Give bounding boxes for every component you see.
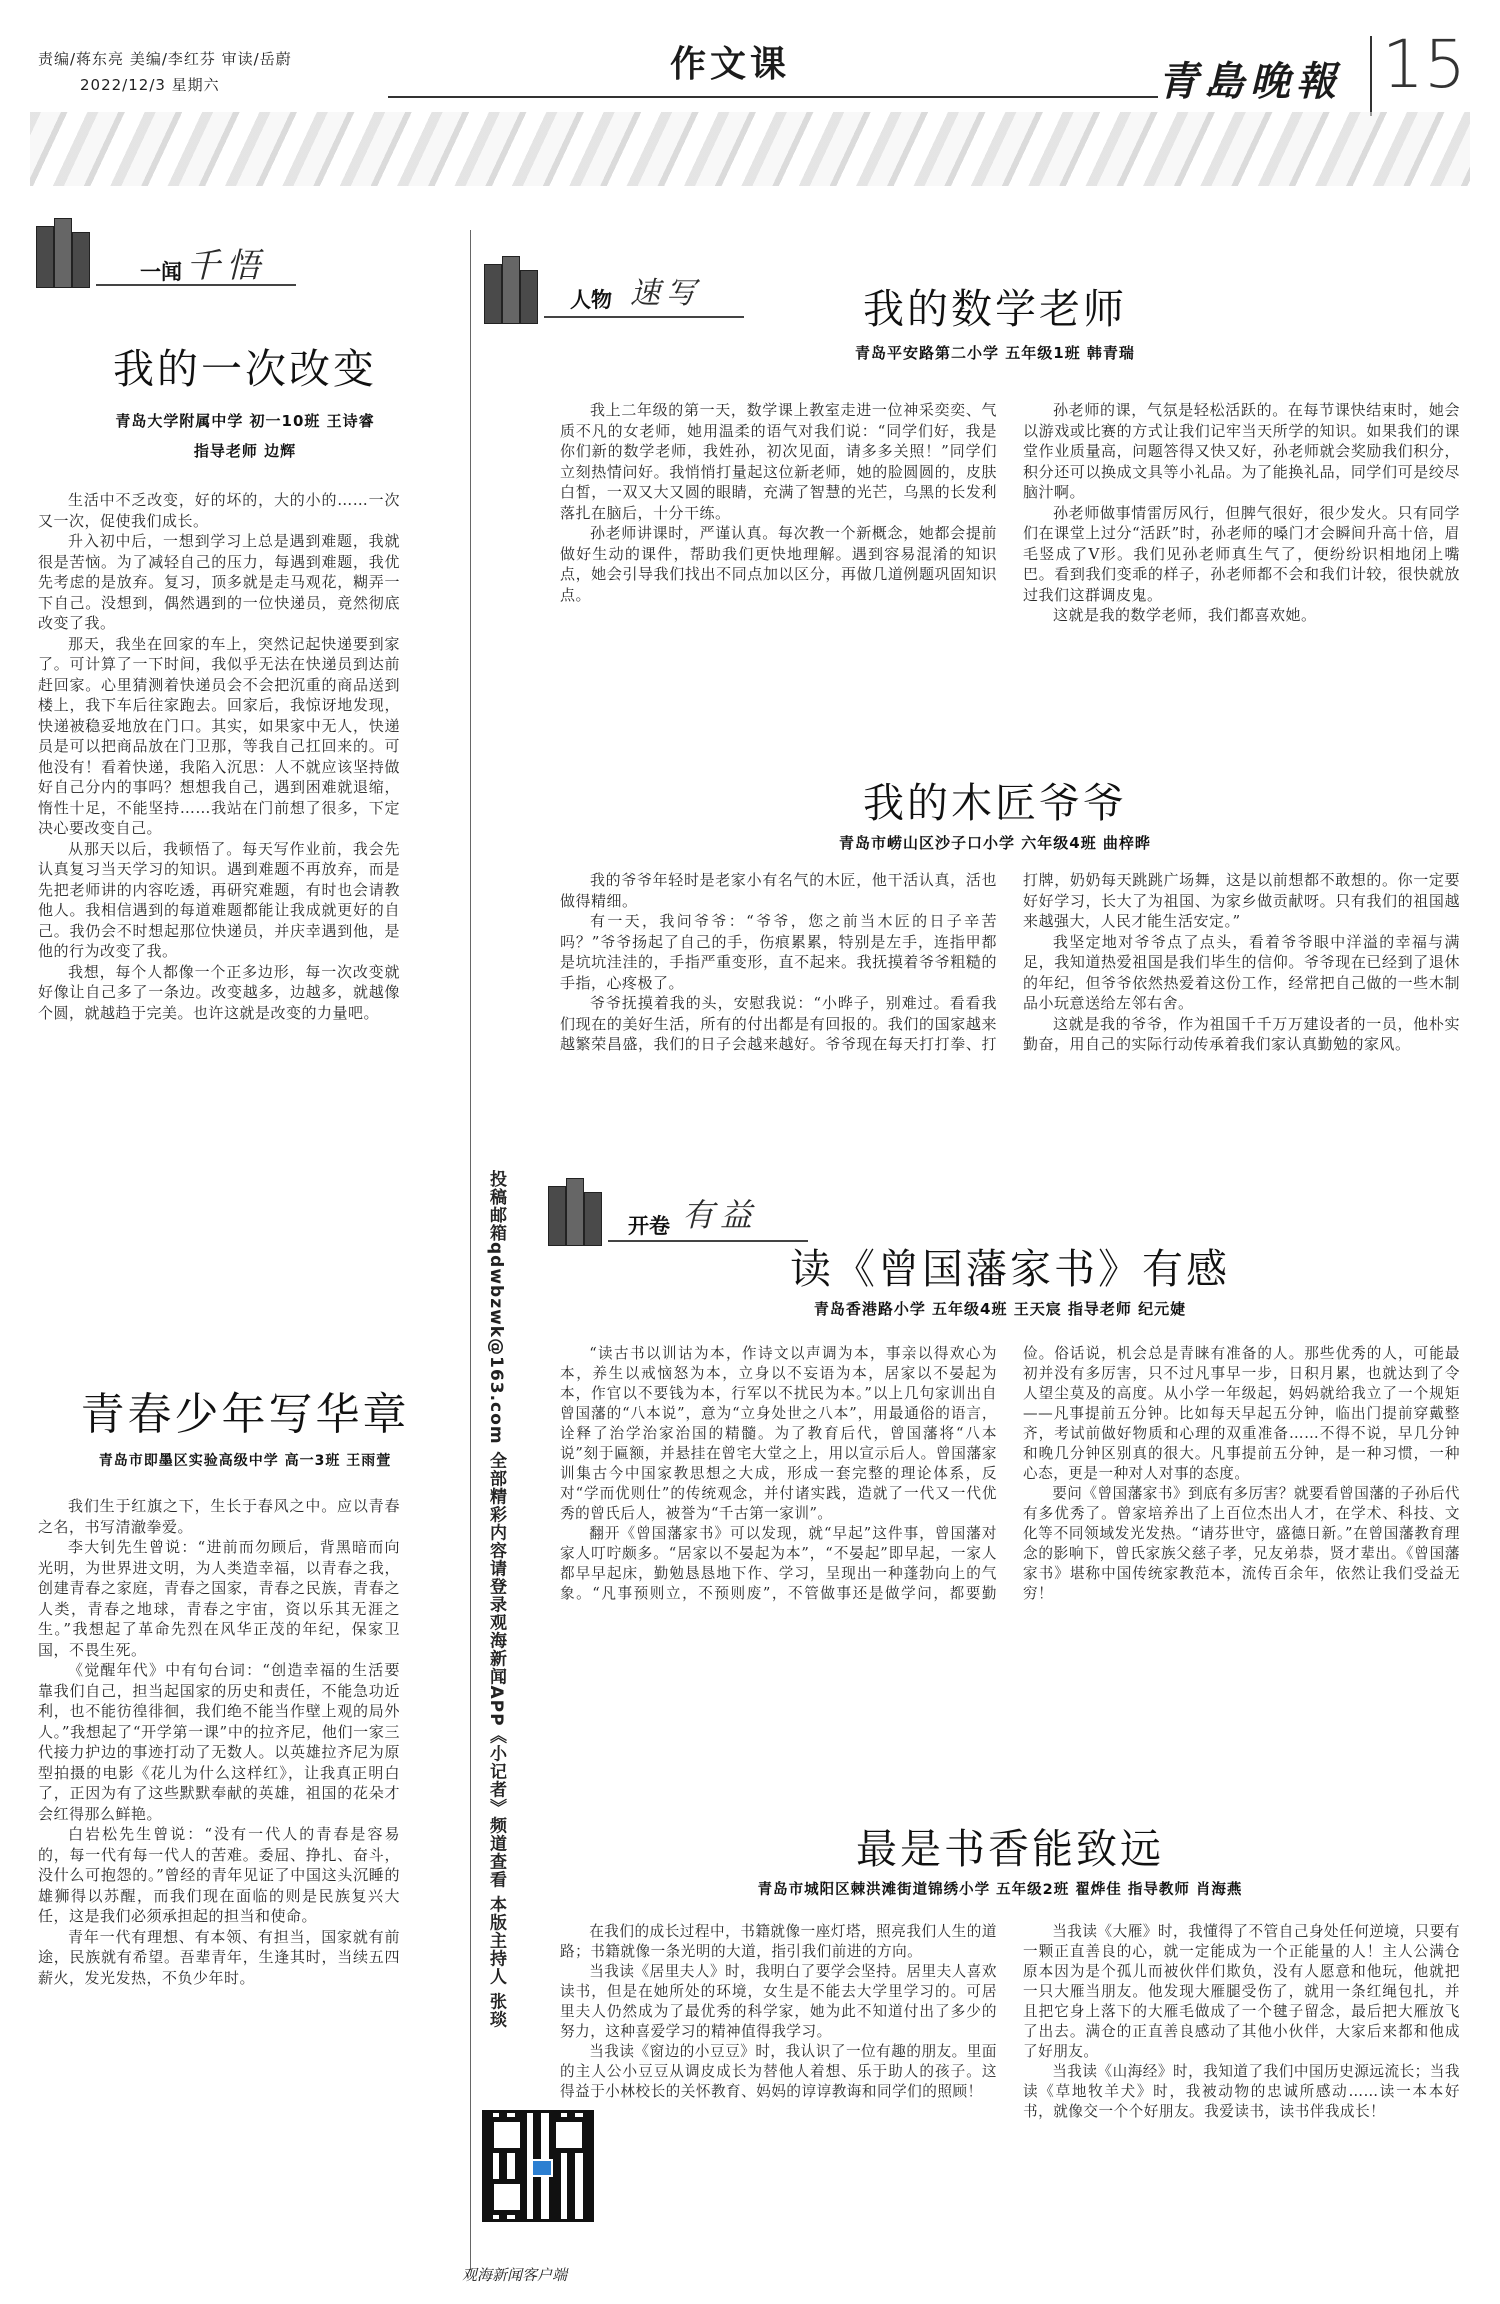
article-byline-youth: 青岛市即墨区实验高级中学 高一3班 王雨萱: [98, 1453, 392, 1469]
article-body-carpenter: [560, 870, 1460, 1190]
paragraph: 李大钊先生曾说：“进前而勿顾后，背黑暗而向光明，为世界进文明，为人类造幸福，以青春之我，创建青春之家庭，青春之国家，青春之民族，青春之人类，青春之地球，青春之宇宙，资以乐其无涯之生。”我想起了革命先烈在风华正茂的年纪，保家卫国，不畏生死。: [38, 1538, 400, 1659]
header-credits: 责编/蒋东亮 美编/李红芬 审读/岳蔚: [38, 50, 292, 68]
paragraph: 我想，每个人都像一个正多边形，每一次改变就好像让自己多了一条边。改变越多，边越多，就越像个圆，就越趋于完美。也许这就是改变的力量吧。: [38, 962, 400, 1022]
header-date: 2022/12/3 星期六: [80, 76, 220, 94]
paragraph: 我的爷爷年轻时是老家小有名气的木匠，他干活认真，活也做得精细。: [560, 871, 997, 910]
paragraph: 生活中不乏改变，好的坏的，大的小的……一次又一次，促使我们成长。: [38, 491, 400, 530]
book-icon: [502, 256, 520, 324]
header-rule: [388, 96, 1158, 98]
article-body-books: [560, 1922, 1460, 2282]
label-script: 速写: [630, 276, 702, 311]
paragraph: 要问《曾国藩家书》到底有多厉害？就要看曾国藩的子孙后代有多优秀了。曾家培养出了上百位杰出人才，在学术、科技、文化等不同领域发光发热。“请芬世守，盛德日新。”在曾国藩教育理念的影响下，曾氏家族父慈子孝，兄友弟恭，贤才辈出。《曾国藩家书》堪称中国传统家教范本，流传百余年，依然让我们受益无穷！: [1023, 1485, 1460, 1602]
article-byline-change: 青岛大学附属中学 初一10班 王诗睿: [115, 412, 375, 430]
article-title-change: 我的一次改变: [113, 345, 377, 393]
paragraph: 升入初中后，一想到学习上总是遇到难题，我就很是苦恼。为了减轻自己的压力，每遇到难题，我优先考虑的是放弃。复习，顶多就是走马观花，糊弄一下自己。没想到，偶然遇到的一位快递员，竟然彻底改变了我。: [38, 532, 400, 632]
paragraph: 我坚定地对爷爷点了点头，看着爷爷眼中洋溢的幸福与满足，我知道热爱祖国是我们毕生的信仰。爷爷现在已经到了退休的年纪，但爷爷依然热爱着这份工作，经常把自己做的一些木制品小玩意送给左邻右舍。: [1023, 932, 1460, 1012]
app-caption: 观海新闻客户端: [462, 2266, 568, 2284]
column-label-renwu: [484, 254, 744, 324]
paragraph: 爷爷抚摸着我的头，安慰我说：“小晔子，别难过。看看我们现在的美好生活，所有的付出都是有回报的。我们的国家越来越繁荣昌盛，我们的日子会越来越好。爷爷现在每天打打拳、打打牌，奶奶每天跳跳广场舞，这是以前想都不敢想的。你一定要好好学习，长大了为祖国、为家乡做贡献呀。只有我们的祖国越来越强大，人民才能生活安定。”: [560, 871, 1460, 1053]
paragraph: “读古书以训诂为本，作诗文以声调为本，事亲以得欢心为本，养生以戒恼怒为本，立身以不妄语为本，居家以不晏起为本，作官以不要钱为本，行军以不扰民为本。”以上几句家训出自曾国藩的“八本说”，意为“立身处世之八本”，用最通俗的语言，诠释了治学治家治国的精髓。为了教育后代，曾国藩将“八本说”刻于匾额，并悬挂在曾宅大堂之上，用以宣示后人。曾国藩家训集古今中国家教思想之大成，形成一套完整的理论体系，反对“学而优则仕”的传统观念，并付诸实践，造就了一代又一代优秀的曾氏后人，被誉为“千古第一家训”。: [560, 1345, 997, 1522]
paragraph: 当我读《大雁》时，我懂得了不管自己身处任何逆境，只要有一颗正直善良的心，就一定能成为一个正能量的人！主人公满仓原本因为是个孤儿而被伙伴们欺负，没有人愿意和他玩，他就把一只大雁当朋友。他发现大雁腿受伤了，就用一条红绳包扎，并且把它身上落下的大雁毛做成了一个毽子留念，最后把大雁放飞了出去。满仓的正直善良感动了其他小伙伴，大家后来都和他成了好朋友。: [1023, 1923, 1460, 2060]
qr-finder: [489, 2179, 525, 2215]
book-icon: [584, 1192, 602, 1246]
paragraph: 翻开《曾国藩家书》可以发现，就“早起”这件事，曾国藩对家人叮咛颇多。“居家以不晏起为本”，“不晏起”即早起，一家人都早早起床，勤勉恳恳地下作、学习，呈现出一种蓬勃向上的气象。“凡事预则立，不预则废”，不管做事还是做学问，都要勤俭。俗话说，机会总是青睐有准备的人。那些优秀的人，可能最初并没有多厉害，只不过凡事早一步，日积月累，也就达到了令人望尘莫及的高度。从小学一年级起，妈妈就给我立了一个规矩——凡事提前五分钟。比如每天早起五分钟，临出门提前穿戴整齐，考试前做好物质和心理的双重准备……不得不说，早几分钟和晚几分钟区别真的很大。凡事提前五分钟，是一种习惯，一种心态，更是一种对人对事的态度。: [560, 1345, 1460, 1602]
article-byline-math: 青岛平安路第二小学 五年级1班 韩青瑞: [855, 344, 1135, 362]
article-teacher-change: 指导老师 边辉: [193, 442, 297, 460]
label-underline: [96, 284, 296, 286]
book-icon: [36, 226, 54, 288]
article-body-youth: [38, 1496, 400, 1988]
submission-note: 投稿邮箱qdwbzwk@163.com 全部精彩内容请登录观海新闻APP《小记者》频道查看 本版主持人 张琰: [486, 1170, 506, 2029]
label-lead: 人物: [570, 288, 612, 312]
column-label-kaijuan: [548, 1176, 808, 1246]
label-script: 有益: [682, 1196, 759, 1234]
paragraph: 有一天，我问爷爷：“爷爷，您之前当木匠的日子辛苦吗？”爷爷扬起了自己的手，伤痕累累，特别是左手，连指甲都是坑坑洼洼的，手指严重变形，直不起来。我抚摸着爷爷粗糙的手指，心疼极了。: [560, 912, 997, 992]
article-title-carpenter: 我的木匠爷爷: [863, 779, 1127, 827]
paragraph: 我上二年级的第一天，数学课上教室走进一位神采奕奕、气质不凡的女老师，她用温柔的语气对我们说：“同学们好，我是你们新的数学老师，我姓孙，初次见面，请多多关照！”同学们立刻热情问好。我悄悄打量起这位新老师，她的脸圆圆的，皮肤白皙，一双又大又圆的眼睛，充满了智慧的光芒，乌黑的长发利落扎在脑后，十分干练。: [560, 401, 997, 522]
label-underline: [544, 316, 744, 318]
label-lead: 一闻: [140, 260, 182, 284]
article-title-books: 最是书香能致远: [856, 1825, 1164, 1873]
decorative-band: [30, 112, 1470, 186]
article-title-zeng: 读《曾国藩家书》有感: [790, 1245, 1230, 1293]
paper-masthead: 青島晚報: [1158, 58, 1342, 105]
article-title-math: 我的数学老师: [863, 285, 1127, 333]
article-body-zeng: [560, 1344, 1460, 1784]
paragraph: 这就是我的数学老师，我们都喜欢她。: [1053, 606, 1317, 624]
qr-finder: [489, 2117, 525, 2153]
paragraph: 青年一代有理想、有本领、有担当，国家就有前途，民族就有希望。吾辈青年，生逢其时，当续五四薪火，发光发热，不负少年时。: [38, 1927, 400, 1987]
paragraph: 在我们的成长过程中，书籍就像一座灯塔，照亮我们人生的道路；书籍就像一条光明的大道，指引我们前进的方向。: [560, 1923, 997, 1960]
paragraph: 白岩松先生曾说：“没有一代人的青春是容易的，每一代有每一代人的苦难。委屈、挣扎、奋斗，没什么可抱怨的。”曾经的青年见证了中国这头沉睡的雄狮得以苏醒，而我们现在面临的则是民族复兴大任，这是我们必须承担起的担当和使命。: [38, 1825, 400, 1925]
app-logo-icon: [531, 2159, 553, 2177]
paragraph: 当我读《窗边的小豆豆》时，我认识了一位有趣的朋友。里面的主人公小豆豆从调皮成长为替他人着想、乐于助人的孩子。这得益于小林校长的关怀教育、妈妈的谆谆教诲和同学们的照顾！: [560, 2043, 997, 2100]
paragraph: 这就是我的爷爷，作为祖国千千万万建设者的一员，他朴实勤奋，用自己的实际行动传承着我们家认真勤勉的家风。: [1023, 1014, 1460, 1053]
paragraph: 孙老师做事情雷厉风行，但脾气很好，很少发火。只有同学们在课堂上过分“活跃”时，孙老师的嗓门才会瞬间升高十倍，眉毛竖成了V形。我们见孙老师真生气了，便纷纷识相地闭上嘴巴。看到我们变乖的样子，孙老师都不会和我们计较，很快就放过我们这群调皮鬼。: [1023, 503, 1460, 604]
book-icon: [520, 270, 538, 324]
book-icon: [548, 1186, 566, 1246]
article-byline-carpenter: 青岛市崂山区沙子口小学 六年级4班 曲梓晔: [839, 834, 1151, 852]
article-byline-books: 青岛市城阳区棘洪滩街道锦绣小学 五年级2班 翟烨佳 指导教师 肖海燕: [757, 1882, 1243, 1898]
paragraph: 孙老师的课，气氛是轻松活跃的。在每节课快结束时，她会以游戏或比赛的方式让我们记牢当天所学的知识。如果我们的课堂作业质量高，问题答得又快又好，孙老师就会奖励我们积分，积分还可以换成文具等小礼品。为了能换礼品，同学们可是绞尽脑汁啊。: [1023, 401, 1460, 501]
paragraph: 我们生于红旗之下，生长于春风之中。应以青春之名，书写清澈拳爱。: [38, 1497, 400, 1536]
book-icon: [54, 218, 72, 288]
header-divider: [1370, 36, 1372, 116]
book-icon: [566, 1178, 584, 1246]
paragraph: 从那天以后，我顿悟了。每天写作业前，我会先认真复习当天学习的知识。遇到难题不再放弃，而是先把老师讲的内容吃透，再研究难题，有时也会请教他人。我相信遇到的每道难题都能让我成就更好的自己。我仍会不时想起那位快递员，并庆幸遇到他，是他的行为改变了我。: [38, 839, 400, 960]
article-byline-zeng: 青岛香港路小学 五年级4班 王天宸 指导老师 纪元婕: [813, 1300, 1187, 1318]
paragraph: 当我读《山海经》时，我知道了我们中国历史源远流长；当我读《草地牧羊犬》时，我被动物的忠诚所感动……读一本本好书，就像交一个个好朋友。我爱读书，读书伴我成长！: [1023, 2063, 1460, 2120]
book-icon: [72, 232, 90, 288]
article-body-math: [560, 400, 1460, 740]
article-title-youth: 青春少年写华章: [80, 1389, 410, 1440]
paragraph: 那天，我坐在回家的车上，突然记起快递要到家了。可计算了一下时间，我似乎无法在快递员到达前赶回家。心里猜测着快递员会不会把沉重的商品送到楼上，我下车后往家跑去。回家后，我惊讶地发现，快递被稳妥地放在门口。其实，如果家中无人，快递员是可以把商品放在门卫那，等我自己扛回来的。可他没有！看着快递，我陷入沉思：人不就应该坚持做好自己分内的事吗？想想我自己，遇到困难就退缩，惰性十足，不能坚持……我站在门前想了很多，下定决心要改变自己。: [38, 634, 400, 837]
label-lead: 开卷: [628, 1214, 670, 1238]
paragraph: 当我读《居里夫人》时，我明白了要学会坚持。居里夫人喜欢读书，但是在她所处的环境，女生是不能去大学里学习的。可居里夫人仍然成为了最优秀的科学家，她为此不知道付出了多少的努力，这种喜爱学习的精神值得我学习。: [560, 1963, 997, 2040]
column-label-yiwen: [36, 218, 276, 288]
paragraph: 《觉醒年代》中有句台词：“创造幸福的生活要靠我们自己，担当起国家的历史和责任，不能急功近利，也不能彷徨徘徊，我们绝不能当作壁上观的局外人。”我想起了“开学第一课”中的拉齐尼，他们一家三代接力护边的事迹打动了无数人。以英雄拉齐尼为原型拍摄的电影《花儿为什么这样红》，让我真正明白了，正因为有了这些默默奉献的英雄，祖国的花朵才会红得那么鲜艳。: [38, 1661, 400, 1823]
section-title: 作文课: [670, 44, 791, 85]
article-body-change: [38, 490, 400, 1023]
book-icon: [484, 264, 502, 324]
label-script: 千悟: [186, 246, 266, 286]
paragraph: 孙老师讲课时，严谨认真。每次教一个新概念，她都会提前做好生动的课件，帮助我们更快地理解。遇到容易混淆的知识点，她会引导我们找出不同点加以区分，再做几道例题巩固知识点。: [560, 524, 997, 604]
page-number: 15: [1382, 26, 1466, 103]
column-divider: [470, 230, 471, 2270]
